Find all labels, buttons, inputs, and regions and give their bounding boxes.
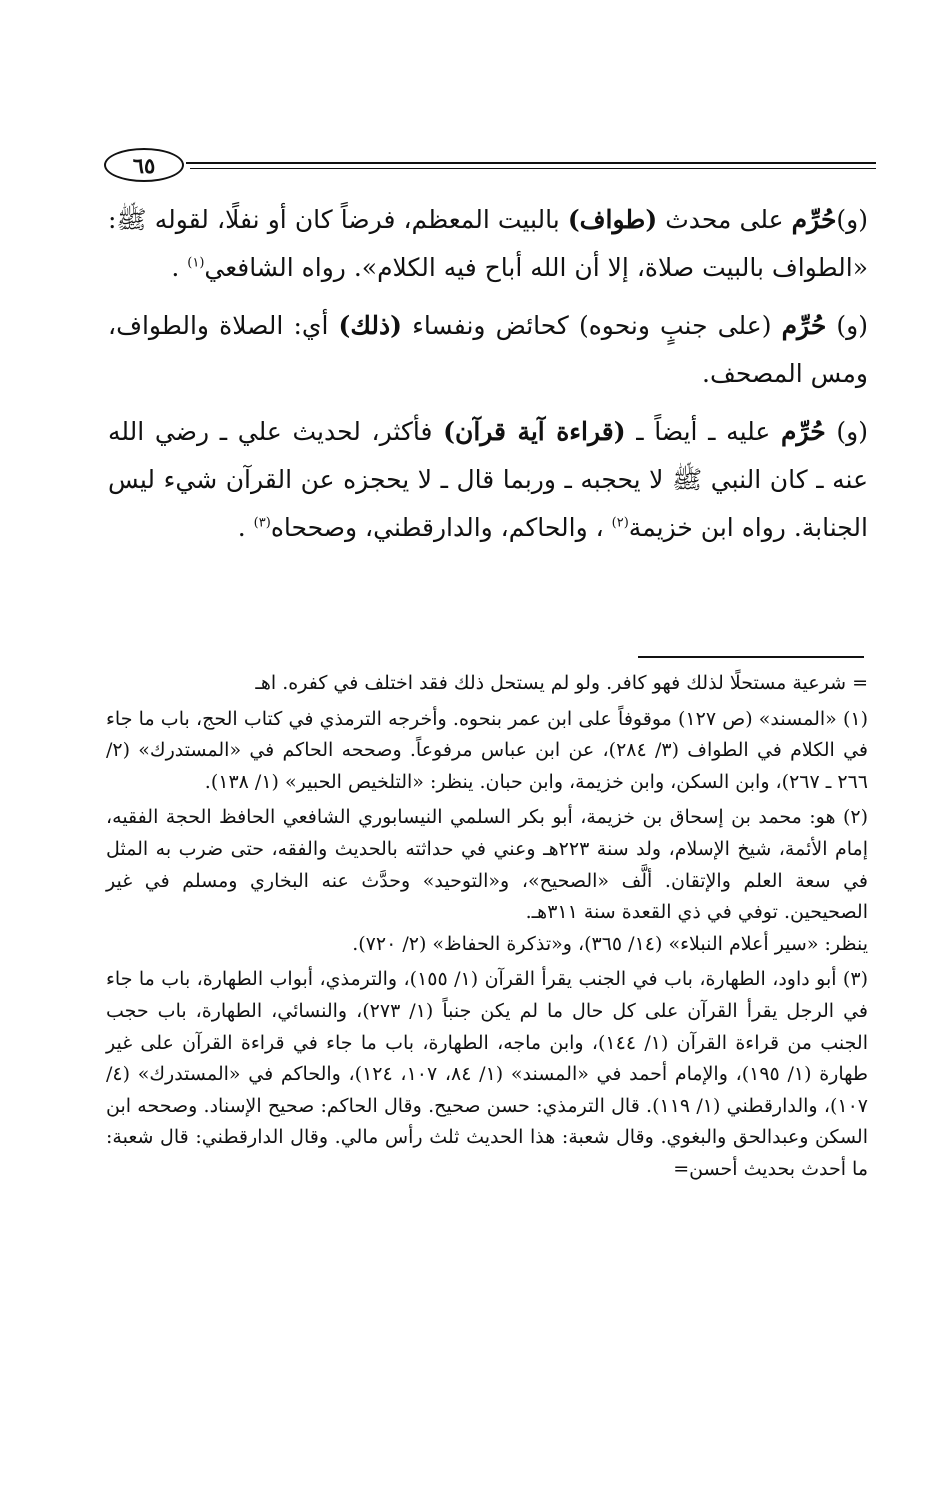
- footnote-ref-3[interactable]: (٣): [253, 515, 271, 531]
- page-header: [104, 148, 876, 184]
- text-span: (و): [836, 205, 868, 234]
- footnote-ref-2[interactable]: (٢): [611, 515, 629, 531]
- footnote-1: (١) «المسند» (ص ١٢٧) موقوفاً على ابن عمر بنحوه. وأخرجه الترمذي في كتاب الحج، باب ما جاء في الكلام في الطواف (٣/ ٢٨٤)، عن ابن عباس مرفوعاً. وصححه الحاكم في «المستدرك» (٢/ ٢٦٦ ـ ٢٦٧)، وابن السكن، وابن خزيمة، وابن حبان. ينظر: «التلخيص الحبير» (١/ ١٣٨).: [106, 707, 868, 793]
- text-span: (و): [826, 311, 868, 340]
- keyword: (ذلك): [338, 311, 403, 340]
- text-span: ، والحاكم، والدارقطني، وصححاه: [270, 513, 612, 542]
- footnote-ref-1[interactable]: (١): [187, 255, 205, 271]
- paragraph-junub: [108, 302, 868, 398]
- text-span: فأكثر، لحديث علي ـ رضي الله عنه ـ كان النبي ﷺ لا يحجبه ـ وربما قال ـ لا يحجزه عن القرآن شيء ليس الجنابة. رواه ابن خزيمة: [108, 417, 868, 542]
- keyword: (طواف): [567, 205, 658, 234]
- main-text: [108, 196, 868, 562]
- footnote-continuation: = شرعية مستحلًا لذلك فهو كافر. ولو لم يستحل ذلك فقد اختلف في كفره. اهـ: [255, 672, 868, 694]
- text-span: (و): [825, 417, 868, 446]
- text-span: عليه ـ أيضاً ـ: [625, 417, 781, 446]
- text-span: على محدث: [657, 205, 792, 234]
- keyword: (قراءة آية قرآن): [443, 417, 626, 446]
- footnote-2: (٢) هو: محمد بن إسحاق بن خزيمة، أبو بكر السلمي النيسابوري الشافعي الحافظ الحجة الفقيه، إمام الأئمة، شيخ الإسلام، ولد سنة ٢٢٣هـ وعني في حداثته بالحديث والفقه، حتى ضرب به المثل في سعة العلم والإتقان. ألَّف «الصحيح»، و«التوحيد» وحدَّث عنه البخاري ومسلم في غير الصحيحين. توفي في ذي القعدة سنة ٣١١هـ.: [106, 806, 868, 924]
- keyword: حُرِّم: [781, 311, 827, 340]
- footnotes: [106, 668, 868, 1186]
- header-rule: [186, 162, 876, 164]
- text-span: (على جنبٍ ونحوه) كحائض ونفساء: [402, 311, 782, 340]
- text-span: بالبيت المعظم، فرضاً كان أو نفلًا، لقوله ﷺ: «الطواف بالبيت صلاة، إلا أن الله أباح فيه الكلام». رواه الشافعي: [108, 205, 868, 282]
- paragraph-quran-reading: [108, 408, 868, 552]
- footnote-2-sources: ينظر: «سير أعلام النبلاء» (١٤/ ٣٦٥)، و«تذكرة الحفاظ» (٢/ ٧٢٠).: [352, 932, 868, 955]
- keyword: حُرِّم: [791, 205, 837, 234]
- footnote-divider: [638, 656, 864, 658]
- header-rule-thin: [190, 168, 876, 169]
- keyword: حُرِّم: [781, 417, 826, 446]
- text-span: أي: الصلاة والطواف، ومس المصحف.: [108, 311, 868, 388]
- footnote-3: (٣) أبو داود، الطهارة، باب في الجنب يقرأ القرآن (١/ ١٥٥)، والترمذي، أبواب الطهارة، باب ما جاء في الرجل يقرأ القرآن على كل حال ما لم يكن جنباً (١/ ٢٧٣)، والنسائي، الطهارة، باب حجب الجنب من قراءة القرآن (١/ ١٤٤)، وابن ماجه، الطهارة، باب ما جاء في قراءة القرآن على غير طهارة (١/ ١٩٥)، والإمام أحمد في «المسند» (١/ ٨٤، ١٠٧، ١٢٤)، والحاكم في «المستدرك» (٤/ ١٠٧)، والدارقطني (١/ ١١٩). قال الترمذي: حسن صحيح. وقال الحاكم: صحيح الإسناد. وصححه ابن السكن وعبدالحق والبغوي. وقال شعبة: هذا الحديث ثلث رأس مالي. وقال الدارقطني: قال شعبة: ما أحدث بحديث أحسن=: [106, 968, 868, 1180]
- text-span: .: [237, 513, 254, 542]
- paragraph-tawaf: [108, 196, 868, 292]
- text-span: .: [171, 253, 188, 282]
- page-number: ٦٥: [104, 148, 184, 182]
